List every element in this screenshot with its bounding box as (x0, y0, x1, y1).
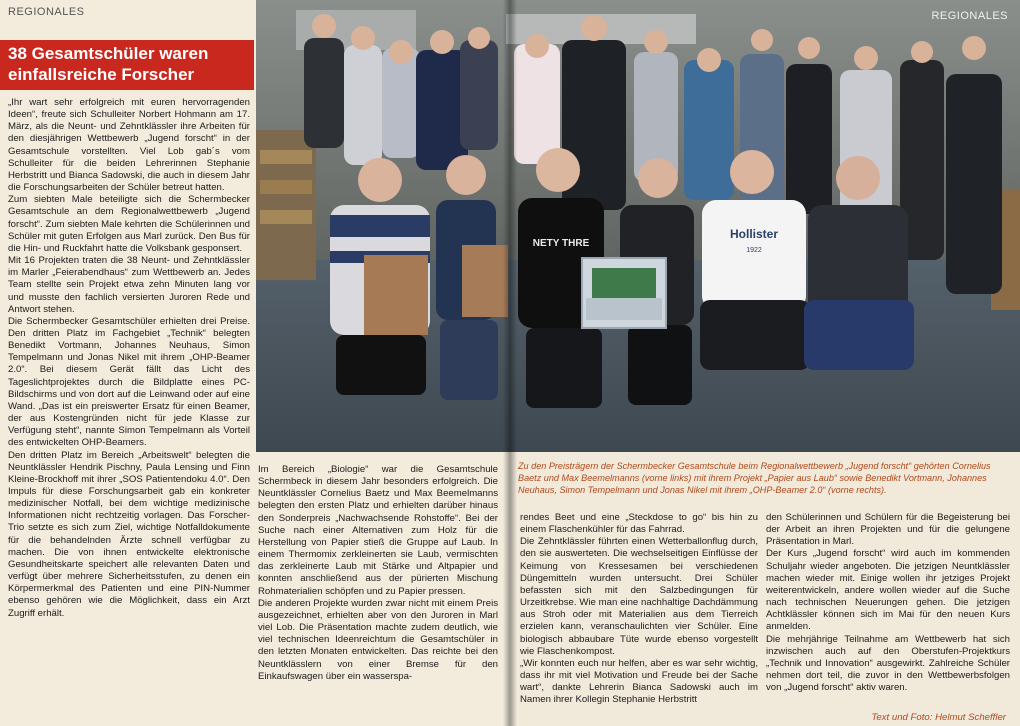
section-label-right: REGIONALES (931, 10, 1008, 22)
paragraph: Den dritten Platz im Bereich „Arbeitswelt“ belegten die Neuntklässler Hendrik Pischny, Paula Lensing und Finn Kleine-Brockhoff mit ihrer „SOS Patientendoku 4.0“. Den Impuls für diese Forschungsarbeit gab ein konkreter medizinischer Notfall, bei dem wichtige medizinische Informationen nicht rechtzeitig vorlagen. Das Forscher-Trio setzte es sich zum Ziel, wichtige Notfalldokumente für die behandelnden Ärzte schnell verfügbar zu machen. Die von ihnen entwickelte elektronische Gesundheitskarte speichert alle relevanten Daten und verfügt über mehrere Sicherheitsstufen, zu denen ein Körpermerkmal des Patienten und eine PIN-Nummer ebenso gehören wie die Möglichkeit, dass ein Arzt Zugriff erhält. (8, 449, 250, 619)
text-column-2 (258, 464, 498, 724)
paragraph: „Ihr wart sehr erfolgreich mit euren hervorragenden Ideen“, freute sich Schulleiter Norbert Hohmann am 17. März, als die Neunt- und Zehntklässler ihre Arbeiten für den diesjährigen Wettbewerb „Jugend forscht“ in der Gesamtschule vorstellten. Viel Lob gab´s vom Schulleiter für die beiden Lehrerinnen Stephanie Herbstritt und Bianca Sadowski, die auch in diesem Jahr die Forschungsarbeiten der Schüler betreut hatten. (8, 97, 250, 194)
photo-credit: Text und Foto: Helmut Scheffler (871, 712, 1006, 723)
text-column-3 (520, 512, 758, 724)
paragraph: Zum siebten Male beteiligte sich die Schermbecker Gesamtschule an dem Regionalwettbewerb „Jugend forscht“. Zum siebten Male kehrten die Schülerinnen und Schüler mit guten Erfolgen aus Marl zurück. Den Bus für die Hin- und Ruckfahrt hatte die Volksbank gesponsert. (8, 194, 250, 254)
shirt-print-text: NETY THRE (532, 238, 590, 249)
paragraph: Die mehrjährige Teilnahme am Wettbewerb hat sich inzwischen auch auf den Oberstufen-Projektkurs „Technik und Innovation“ ausgewirkt. Zahlreiche Schüler nehmen dort teil, die zuvor in den Wettbewerbsfolgen von „Jugend forscht“ aktiv waren. (766, 633, 1010, 694)
paragraph: Die anderen Projekte wurden zwar nicht mit einem Preis ausgezeichnet, erhielten aber von den Juroren in Marl viel Lob. Die Präsentation machte zudem deutlich, wie viel technischen Ideenreichtum die Gesamtschüler in den letzten Monaten entwickelten. Das reichte bei den Neuntklässlern von einer Bremse für den Einkaufswagen über ein wasserspa- (258, 597, 498, 682)
paragraph: Die Zehntklässler führten einen Wetterballonflug durch, den sie auswerteten. Die wechselseitigen Einflüsse der Keimung von Kressesamen bei verschiedenen Düngemitteln wurden untersucht. Drei Schüler befassten sich mit den Salzbedingungen für Urzeitkrebse. Wie man eine nachhaltige Dachdämmung aus Stroh oder mit Materialien aus dem Tierreich erzielen kann, veranschaulichten vier Schüler. Eine biologisch abbaubare Tüte wurde ebenso vorgestellt wie Flaschenkompost. (520, 536, 758, 657)
paragraph: Die Schermbecker Gesamtschüler erhielten drei Preise. Den dritten Platz im Fachgebiet „Technik“ belegten Benedikt Vortmann, Johannes Neuhaus, Simon Tempelmann und Jonas Nikel mit ihrem „OHP-Beamer 2.0“. Bei diesem Gerät fällt das Licht des Tageslichtprojektes durch die Bildplatte eines PC-Bildschirms und von dort auf die Leinwand oder auf eine Wand. „Das ist ein preiswerter Ersatz für einen Beamer, der aus Kostengründen nicht für jede Klasse zur Verfügung steht“, nannte Simon Tempelmann als Vorteil des entwickelten OHP-Beamers. (8, 315, 250, 449)
shirt-print-text: Hollister (729, 227, 779, 241)
group-photo-illustration (256, 0, 1020, 452)
paragraph: Im Bereich „Biologie“ war die Gesamtschule Schermbeck in diesem Jahr besonders erfolgreich. Die Neuntklässler Cornelius Baetz und Max Beemelmanns belegten den ersten Platz und erhielten darüber hinaus den Sonderpreis „Nachwachsende Rohstoffe“. Bei der Suche nach einer Alternativen zum Holz für die Herstellung von Papier stieß die Gruppe auf Laub. In einem Thermomix zerkleinerten sie Laub, vermischten das zerkleinerte Laub mit Stärke und Altpapier und konnten anschließend aus der pürierten Mischung Rohmaterialien schöpfen und zu Papier pressen. (258, 464, 498, 597)
paragraph: „Wir konnten euch nur helfen, aber es war sehr wichtig, dass ihr mit viel Motivation und Freude bei der Sache wart“, dankte Lehrerin Bianca Sadowski auch im Namen ihrer Kollegin Stephanie Herbstritt (520, 657, 758, 706)
paragraph: den Schülerinnen und Schülern für die Begeisterung bei der Arbeit an ihren Projekten und für die gelungene Präsentation in Marl. (766, 512, 1010, 548)
group-photo (256, 0, 1020, 452)
shirt-print-text: 1922 (746, 247, 762, 254)
photo-caption: Zu den Preisträgern der Schermbecker Gesamtschule beim Regionalwettbewerb „Jugend forscht“ gehörten Cornelius Baetz und Max Beemelmanns (vorne links) mit ihrem Projekt „Papier aus Laub“ sowie Benedikt Vortmann, Johannes Neuhaus, Simon Tempelmann und Jonas Nikel mit ihrem „OHP-Beamer 2.0“ (vorne rechts). (518, 461, 991, 495)
headline: 38 Gesamtschüler waren einfallsreiche Forscher (8, 44, 209, 84)
paragraph: rendes Beet und eine „Steckdose to go“ bis hin zu einem Flaschenkühler für das Fahrrad. (520, 512, 758, 536)
paragraph: Der Kurs „Jugend forscht“ wird auch im kommenden Schuljahr wieder angeboten. Die jetzigen Neuntklässler machen wieder mit. Einige wollen ihr jetziges Projekt weiterentwickeln, andere wollen wieder auf die Suche nach technischen Neuerungen gehen. Die jetzigen Achtklässler können sich im Mai für den neuen Kurs anmelden. (766, 548, 1010, 633)
section-label-left: REGIONALES (8, 6, 85, 18)
text-column-1 (8, 97, 250, 721)
paragraph: Mit 16 Projekten traten die 38 Neunt- und Zehntklässler im Marler „Feierabendhaus“ zum Wettbewerb an. Jedes Team stellte sein Projekt etwa zehn Minuten lang vor und musste den fachlich versierten Juroren Rede und Antwort stehen. (8, 255, 250, 315)
spine-gutter (503, 0, 517, 726)
text-column-4 (766, 512, 1010, 724)
